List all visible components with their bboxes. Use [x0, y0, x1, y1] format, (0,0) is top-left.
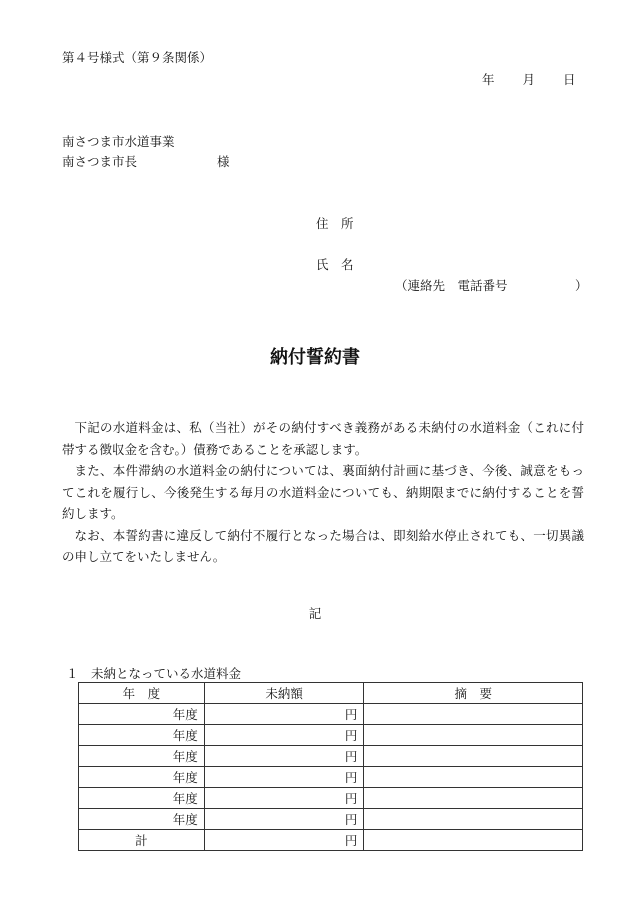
year-cell[interactable]: 年度 [79, 767, 205, 788]
date-year: 年 [482, 72, 495, 87]
note-cell[interactable] [364, 809, 583, 830]
contact-close: ） [575, 278, 588, 293]
addressee-mayor-label: 南さつま市長 [62, 154, 138, 169]
year-cell[interactable]: 年度 [79, 809, 205, 830]
amount-cell[interactable]: 円 [204, 704, 364, 725]
pledge-paragraph: 下記の水道料金は、私（当社）がその納付すべき義務がある未納付の水道料金（これに付帯する徴収金を含む。）債務であることを承認します。 [62, 420, 584, 457]
addressee-org: 南さつま市水道事業 [62, 134, 175, 149]
pledge-paragraph: なお、本誓約書に違反して納付不履行となった場合は、即刻給水停止されても、一切異議の申し立てをいたしません。 [62, 527, 584, 564]
arrears-table [78, 682, 583, 851]
header-amount: 未納額 [204, 683, 364, 704]
amount-cell[interactable]: 円 [204, 767, 364, 788]
table-row [79, 767, 583, 788]
amount-cell[interactable]: 円 [204, 746, 364, 767]
total-note-cell[interactable] [364, 830, 583, 851]
pledge-paragraph: また、本件滞納の水道料金の納付については、裏面納付計画に基づき、今後、誠意をもってこれを履行し、今後発生する毎月の水道料金についても、納期限までに納付することを誓約します。 [62, 463, 584, 521]
name-label: 氏 名 [316, 257, 354, 272]
table-row [79, 809, 583, 830]
total-amount-cell[interactable]: 円 [204, 830, 364, 851]
date-line [482, 70, 576, 88]
section-title: １ 未納となっている水道料金 [66, 666, 242, 681]
amount-cell[interactable]: 円 [204, 809, 364, 830]
header-year: 年 度 [79, 683, 205, 704]
note-cell[interactable] [364, 725, 583, 746]
ki-marker: 記 [308, 606, 322, 621]
form-label: 第４号様式（第９条関係） [62, 50, 213, 65]
note-cell[interactable] [364, 767, 583, 788]
addressee-honorific: 様 [217, 154, 230, 169]
address-label: 住 所 [316, 216, 354, 231]
date-month: 月 [522, 72, 536, 87]
pledge-body [62, 417, 584, 568]
year-cell[interactable]: 年度 [79, 746, 205, 767]
table-total-row [79, 830, 583, 851]
contact-label: （連絡先 電話番号 [395, 278, 508, 293]
amount-cell[interactable]: 円 [204, 788, 364, 809]
addressee-mayor [62, 152, 230, 170]
table-row [79, 746, 583, 767]
year-cell[interactable]: 年度 [79, 704, 205, 725]
amount-cell[interactable]: 円 [204, 725, 364, 746]
document-title: 納付誓約書 [270, 347, 360, 368]
header-note: 摘 要 [364, 683, 583, 704]
total-label: 計 [79, 830, 205, 851]
year-cell[interactable]: 年度 [79, 788, 205, 809]
note-cell[interactable] [364, 704, 583, 725]
year-cell[interactable]: 年度 [79, 725, 205, 746]
table-header-row [79, 683, 583, 704]
date-day: 日 [563, 72, 576, 87]
note-cell[interactable] [364, 788, 583, 809]
contact-line [395, 276, 588, 294]
table-row [79, 725, 583, 746]
table-row [79, 788, 583, 809]
table-row [79, 704, 583, 725]
note-cell[interactable] [364, 746, 583, 767]
